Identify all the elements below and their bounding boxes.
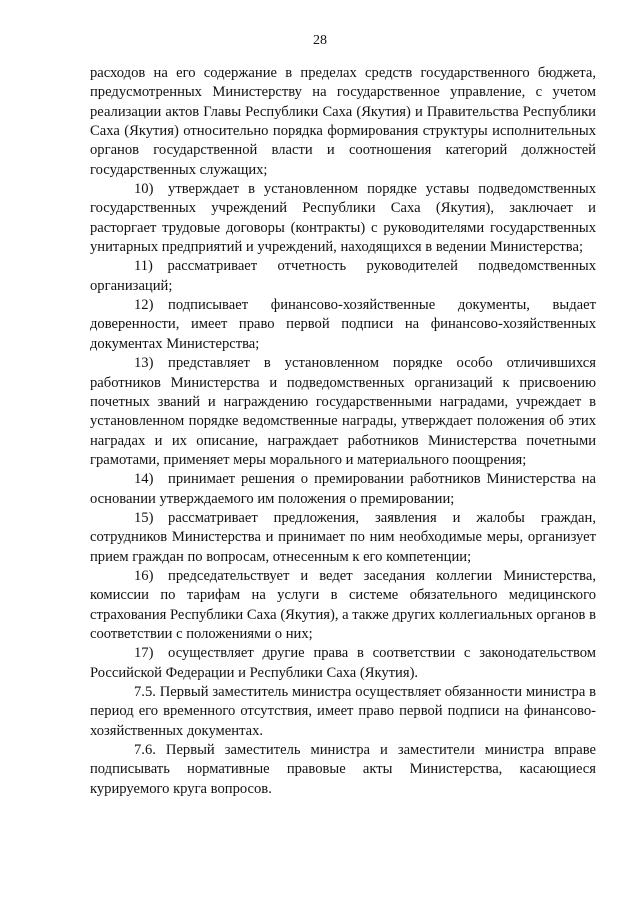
list-item-13: 13) представляет в установленном порядке особо отличившихся работников Министерства и подведомственных организаций к присвоению почетных званий и награждению государственными наградами, учреждает в установленном порядке ведомственные награды, утверждает положения об этих наградах и их описание, награждает работников Министерства почетными грамотами, применяет меры морального и материального поощрения; bbox=[90, 355, 596, 468]
paragraph-continuation: расходов на его содержание в пределах средств государственного бюджета, предусмотренных Министерству на государственное управление, с учетом реализации актов Главы Республики Саха (Якутия) и Правительства Республики Саха (Якутия) относительно порядка формирования структуры исполнительных органов государственной власти и соотношения категорий должностей государственных служащих; bbox=[90, 65, 596, 178]
page-number: 28 bbox=[313, 33, 327, 48]
list-item-15: 15) рассматривает предложения, заявления и жалобы граждан, сотрудников Министерства и принимает по ним необходимые меры, организует прием граждан по вопросам, отнесенным к его компетенции; bbox=[90, 509, 596, 565]
list-item-17: 17) осуществляет другие права в соответствии с законодательством Российской Федерации и Республики Саха (Якутия). bbox=[90, 645, 596, 681]
clause-7-6: 7.6. Первый заместитель министра и заместители министра вправе подписывать нормативные правовые акты Министерства, касающиеся курируемого круга вопросов. bbox=[90, 742, 596, 797]
list-item-11: 11) рассматривает отчетность руководителей подведомственных организаций; bbox=[90, 258, 596, 294]
document-body bbox=[90, 64, 596, 799]
list-item-12: 12) подписывает финансово-хозяйственные документы, выдает доверенности, имеет право первой подписи на финансово-хозяйственных документах Министерства; bbox=[90, 297, 596, 352]
list-item-16: 16) председательствует и ведет заседания коллегии Министерства, комиссии по тарифам на услуги в системе обязательного медицинского страхования Республики Саха (Якутия), а также других коллегиальных органов в соответствии с положениями о них; bbox=[90, 567, 596, 642]
clause-7-5: 7.5. Первый заместитель министра осуществляет обязанности министра в период его временного отсутствия, имеет право первой подписи на финансово-хозяйственных документах. bbox=[90, 684, 596, 739]
list-item-14: 14) принимает решения о премировании работников Министерства на основании утверждаемого им положения о премировании; bbox=[90, 471, 596, 507]
list-item-10: 10) утверждает в установленном порядке уставы подведомственных государственных учреждений Республики Саха (Якутия), заключает и расторгает трудовые договоры (контракты) с руководителями государственных унитарных предприятий и учреждений, находящихся в ведении Министерства; bbox=[90, 181, 596, 256]
